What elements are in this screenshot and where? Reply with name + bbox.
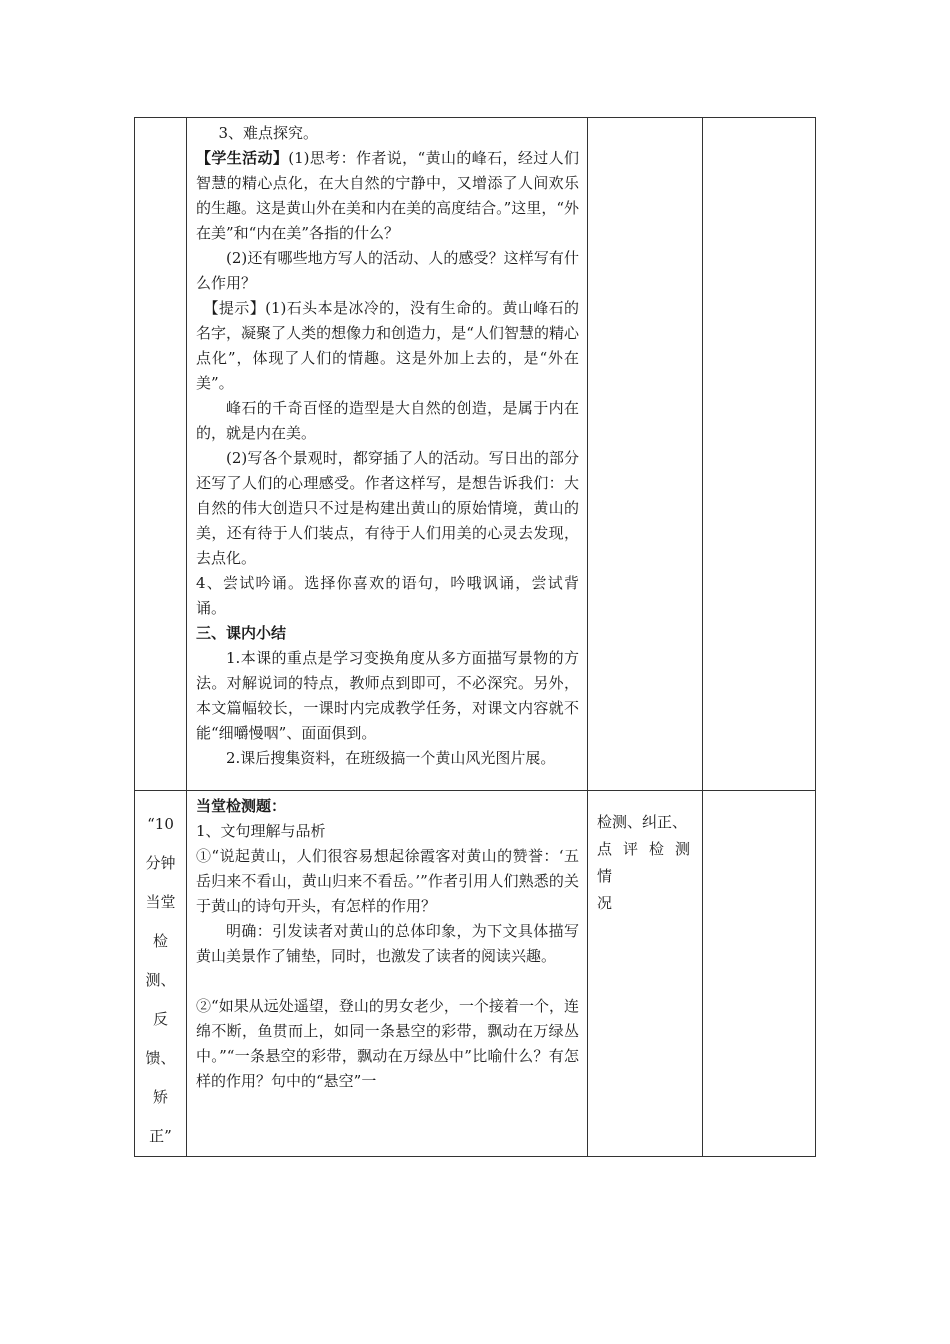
- hint-para-2: 峰石的千奇百怪的造型是大自然的创造，是属于内在的，就是内在美。: [196, 399, 579, 442]
- lesson-plan-table: [134, 117, 816, 1157]
- row-classroom-test: [135, 791, 816, 1157]
- test-question-1: ①“说起黄山，人们很容易想起徐霞客对黄山的赞誉：‘五岳归来不看山，黄山归来不看岳。’”作者引用人们熟悉的关于黄山的诗句开头，有怎样的作用？: [196, 847, 579, 915]
- student-activity-label: 【学生活动】: [196, 149, 289, 167]
- notes-cell-test: [588, 791, 703, 1157]
- stage-label-seg: 反: [152, 1010, 168, 1028]
- blank-line: [196, 969, 579, 994]
- stage-label-seg: “10: [147, 815, 174, 833]
- stage-label-seg: 馈、: [145, 1049, 176, 1067]
- test-question-2: ②“如果从远处遥望，登山的男女老少，一个接着一个，连绵不断，鱼贯而上，如同一条悬空的彩带，飘动在万绿丛中。”“一条悬空的彩带，飘动在万绿丛中”比喻什么？有怎样的作用？句中的“悬空”一: [196, 997, 579, 1090]
- test-subheading: 1、文句理解与品析: [196, 822, 326, 840]
- step-4-recitation: 4、尝试吟诵。选择你喜欢的语句，吟哦讽诵，尝试背诵。: [196, 574, 579, 617]
- content-cell-difficulty: [187, 118, 588, 791]
- stage-cell-empty: [135, 118, 187, 791]
- test-answer-1: 明确：引发读者对黄山的总体印象，为下文具体描写黄山美景作了铺垫，同时，也激发了读者的阅读兴趣。: [196, 922, 579, 965]
- section-summary-heading: 三、课内小结: [196, 624, 287, 642]
- note-line: 点评检测情: [597, 840, 696, 885]
- student-activity-para: [196, 146, 579, 246]
- student-activity-question-2: (2)还有哪些地方写人的活动、人的感受？这样写有什么作用？: [196, 249, 579, 292]
- stage-label-seg: 正”: [149, 1127, 172, 1145]
- test-heading: 当堂检测题：: [196, 797, 287, 815]
- hint-para-3: (2)写各个景观时，都穿插了人的活动。写日出的部分还写了人们的心理感受。作者这样写，是想告诉我们：大自然的伟大创造只不过是构建出黄山的原始情境，黄山的美，还有待于人们装点，有待于人们用美的心灵去发现，去点化。: [196, 449, 579, 567]
- row-difficulty-exploration: [135, 118, 816, 791]
- extra-cell-empty-2: [703, 791, 816, 1157]
- summary-point-1: 1.本课的重点是学习变换角度从多方面描写景物的方法。对解说词的特点，教师点到即可，不必深究。另外，本文篇幅较长，一课时内完成教学任务，对课文内容就不能“细嚼慢咽”、面面俱到。: [196, 649, 579, 742]
- notes-cell-empty-1: [588, 118, 703, 791]
- extra-cell-empty-1: [703, 118, 816, 791]
- note-line: 检测、纠正、: [597, 813, 688, 831]
- stage-label-seg: 分钟: [145, 854, 176, 872]
- note-line: 况: [597, 894, 613, 912]
- summary-point-2: 2.课后搜集资料，在班级搞一个黄山风光图片展。: [226, 749, 556, 767]
- stage-label-seg: 矫: [152, 1088, 168, 1106]
- hint-para-1: 【提示】(1)石头本是冰冷的，没有生命的。黄山峰石的名字，凝聚了人类的想像力和创造力，是“人们智慧的精心点化”，体现了人们的情趣。这是外加上去的，是“外在美”。: [196, 299, 579, 392]
- student-activity-question-1: (1)思考：作者说，“黄山的峰石，经过人们智慧的精心点化，在大自然的宁静中，又增添了人间欢乐的生趣。这是黄山外在美和内在美的高度结合。”这里，“外在美”和“内在美”各指的什么？: [196, 149, 579, 242]
- stage-label-seg: 测、: [145, 971, 176, 989]
- stage-label-seg: 检: [152, 932, 168, 950]
- step-3-title: 3、难点探究。: [218, 124, 319, 142]
- content-cell-test: [187, 791, 588, 1157]
- stage-cell-ten-minute-test: [135, 791, 187, 1157]
- stage-label-seg: 当堂: [145, 893, 176, 911]
